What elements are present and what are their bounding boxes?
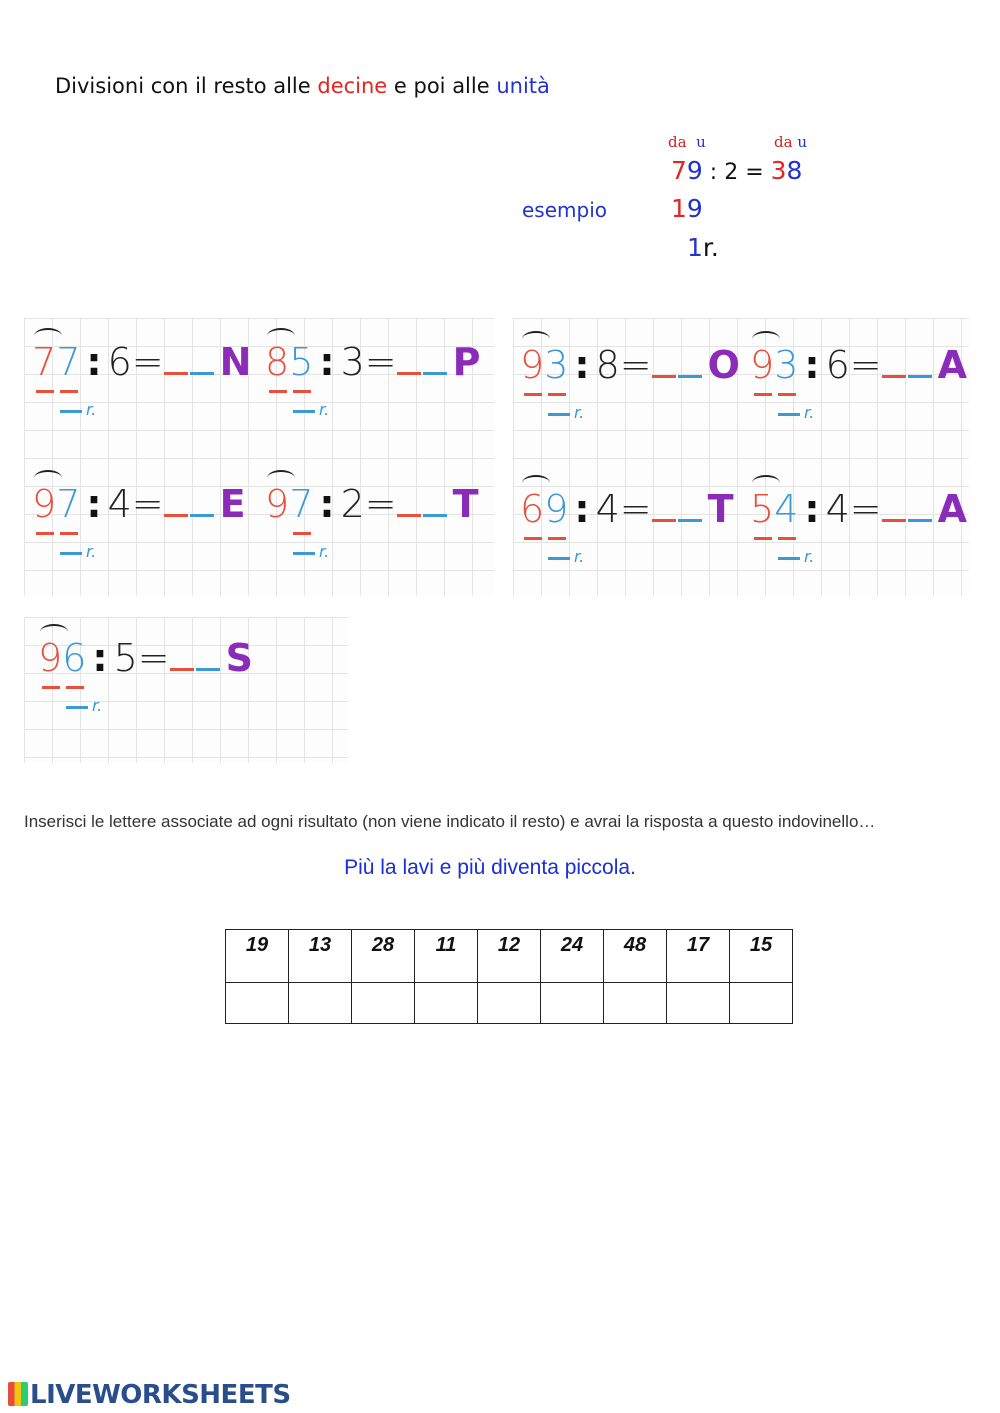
instructions-text: Inserisci le lettere associate ad ogni risultato (non viene indicato il resto) e avrai la risposta a questo indovinello… (24, 812, 876, 831)
answer-header-cell: 11 (415, 930, 478, 983)
answer-header-cell: 17 (667, 930, 730, 983)
answer-table (225, 929, 793, 1024)
units-answer-blank[interactable] (190, 510, 214, 517)
remainder-mark: r. (319, 542, 330, 561)
tens-answer-blank[interactable] (652, 371, 676, 378)
riddle-text: Più la lavi e più diventa piccola. (344, 856, 636, 879)
example-remainder: 1r. (687, 233, 719, 262)
title-tens-word: decine (317, 74, 388, 98)
answer-input-cell[interactable] (415, 983, 478, 1024)
answer-letter: N (219, 340, 252, 384)
answer-header-cell: 48 (604, 930, 667, 983)
units-answer-blank[interactable] (423, 510, 447, 517)
units-answer-blank[interactable] (678, 515, 702, 522)
example-step: 19 (671, 194, 703, 223)
remainder-mark: r. (804, 403, 815, 422)
answer-input-cell[interactable] (226, 983, 289, 1024)
brand-logo: LIVEWORKSHEETS (8, 1380, 291, 1410)
answer-table-header-row (226, 930, 793, 983)
remainder-mark: r. (86, 400, 97, 419)
remainder-mark: r. (574, 403, 585, 422)
answer-input-row (226, 983, 793, 1024)
answer-input-cell[interactable] (667, 983, 730, 1024)
tens-answer-blank[interactable] (882, 371, 906, 378)
tens-answer-blank[interactable] (882, 515, 906, 522)
answer-header-cell: 19 (226, 930, 289, 983)
answer-header-cell: 12 (478, 930, 541, 983)
remainder-mark: r. (574, 547, 585, 566)
tens-answer-blank[interactable] (170, 664, 194, 671)
units-answer-blank[interactable] (190, 368, 214, 375)
tens-answer-blank[interactable] (652, 515, 676, 522)
remainder-mark: r. (86, 542, 97, 561)
answer-letter: P (452, 340, 481, 384)
units-answer-blank[interactable] (196, 664, 220, 671)
answer-input-cell[interactable] (352, 983, 415, 1024)
answer-letter: T (452, 482, 479, 526)
tens-answer-blank[interactable] (397, 510, 421, 517)
answer-input-cell[interactable] (604, 983, 667, 1024)
answer-letter: S (225, 636, 253, 680)
tens-answer-blank[interactable] (164, 368, 188, 375)
example-header-right: da u (774, 133, 807, 151)
units-answer-blank[interactable] (908, 515, 932, 522)
example-label: esempio (522, 198, 607, 222)
answer-letter: O (707, 343, 740, 387)
answer-letter: A (937, 487, 968, 531)
title-units-word: unità (496, 74, 550, 98)
units-answer-blank[interactable] (423, 368, 447, 375)
remainder-mark: r. (319, 400, 330, 419)
tens-answer-blank[interactable] (164, 510, 188, 517)
answer-input-cell[interactable] (289, 983, 352, 1024)
answer-input-cell[interactable] (730, 983, 793, 1024)
remainder-mark: r. (92, 696, 103, 715)
answer-input-cell[interactable] (478, 983, 541, 1024)
units-answer-blank[interactable] (678, 371, 702, 378)
answer-header-cell: 13 (289, 930, 352, 983)
example-division: 79 : 2 = 38 (671, 156, 803, 185)
units-answer-blank[interactable] (908, 371, 932, 378)
example-header-left: da u (668, 133, 706, 151)
remainder-mark: r. (804, 547, 815, 566)
answer-letter: A (937, 343, 968, 387)
tens-answer-blank[interactable] (397, 368, 421, 375)
answer-input-cell[interactable] (541, 983, 604, 1024)
answer-header-cell: 24 (541, 930, 604, 983)
page-title: Divisioni con il resto alle decine e poi alle unità (55, 74, 550, 98)
answer-header-cell: 15 (730, 930, 793, 983)
answer-header-cell: 28 (352, 930, 415, 983)
answer-letter: E (219, 482, 246, 526)
brand-blocks-icon (8, 1382, 28, 1406)
answer-letter: T (707, 487, 734, 531)
